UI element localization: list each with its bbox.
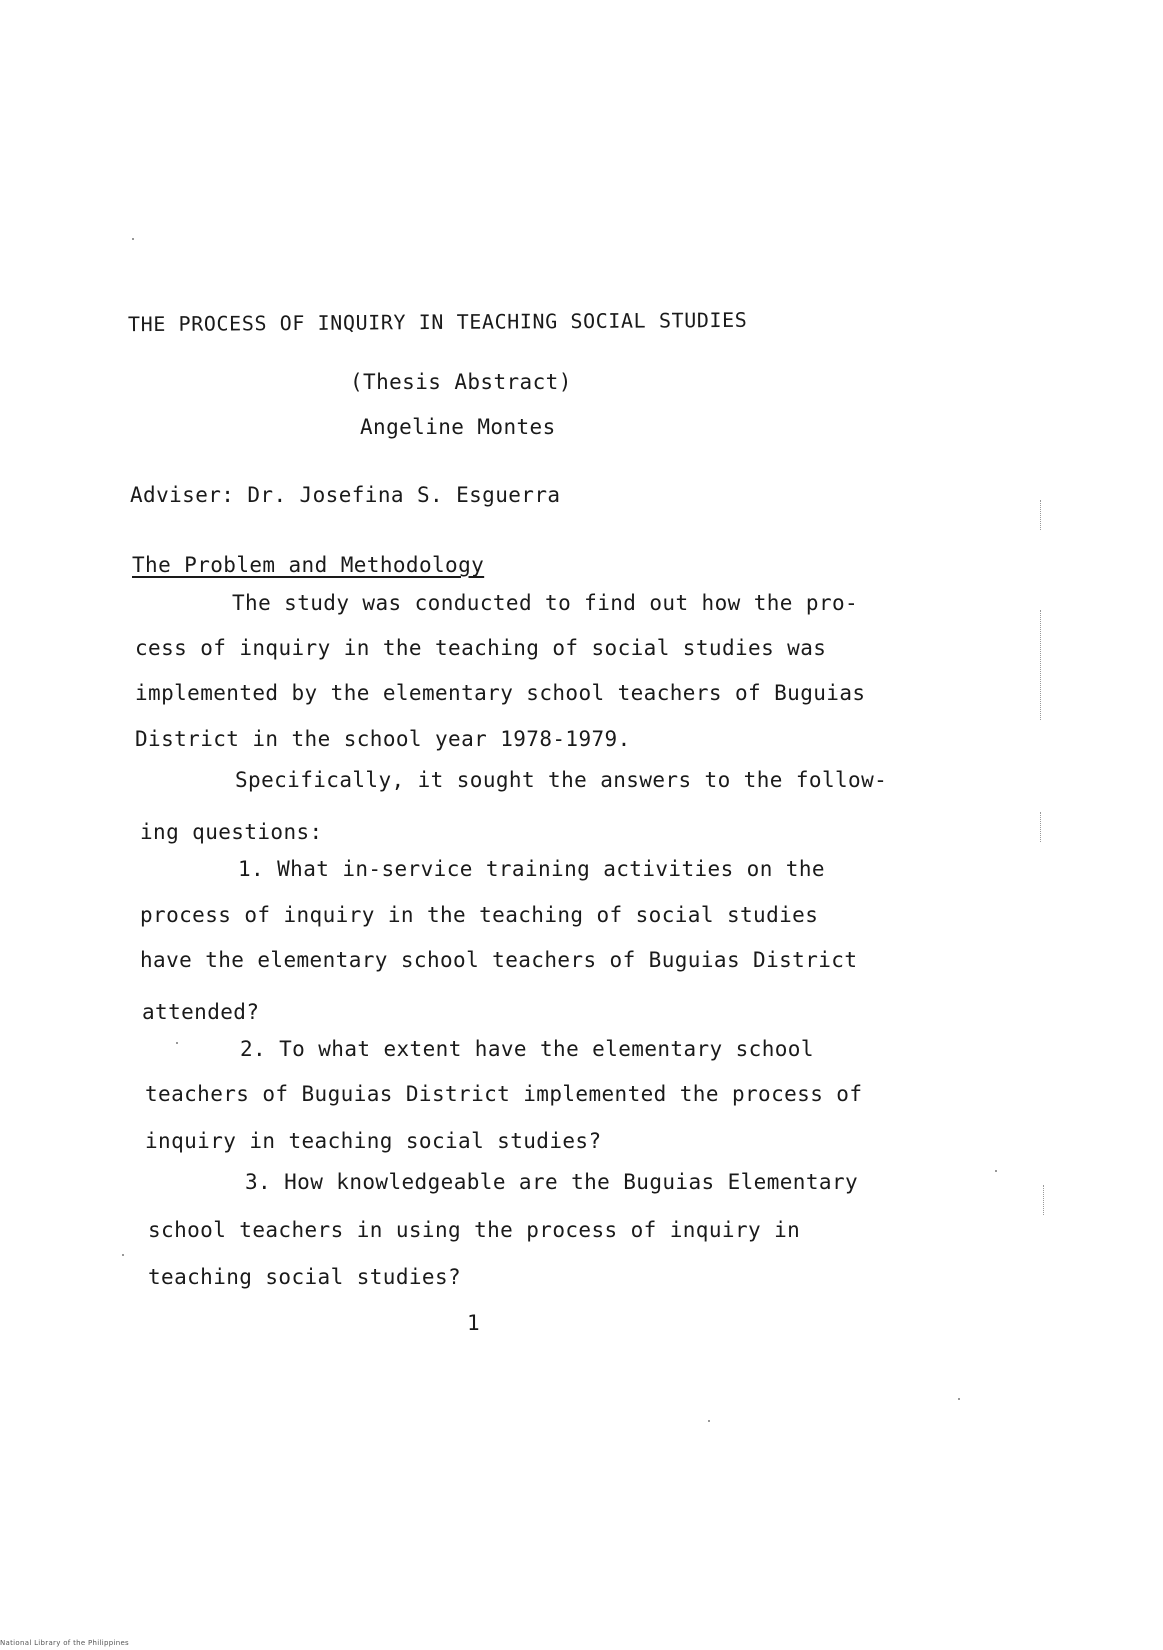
body-line: The study was conducted to find out how the pro- bbox=[232, 591, 859, 615]
question-3: 3. How knowledgeable are the Buguias Elementary bbox=[245, 1170, 859, 1194]
scan-speck bbox=[995, 1170, 997, 1172]
body-line: cess of inquiry in the teaching of social studies was bbox=[135, 636, 827, 660]
scan-speck bbox=[958, 1398, 960, 1400]
body-line: teachers of Buguias District implemented the process of bbox=[145, 1082, 863, 1106]
body-line: attended? bbox=[142, 1000, 260, 1024]
body-line: inquiry in teaching social studies? bbox=[145, 1129, 602, 1153]
page-number: 1 bbox=[467, 1311, 481, 1335]
scan-speck bbox=[132, 238, 134, 240]
body-line: school teachers in using the process of inquiry in bbox=[148, 1218, 801, 1242]
scan-margin-mark bbox=[1040, 812, 1042, 842]
body-line: ing questions: bbox=[140, 820, 323, 844]
scan-margin-mark bbox=[1040, 610, 1042, 720]
body-line: process of inquiry in the teaching of social studies bbox=[140, 903, 819, 927]
body-line: have the elementary school teachers of Buguias District bbox=[140, 948, 858, 972]
adviser-line: Adviser: Dr. Josefina S. Esguerra bbox=[130, 483, 561, 507]
scan-margin-mark bbox=[1043, 1185, 1045, 1215]
scan-margin-mark bbox=[1040, 500, 1042, 530]
body-line: District in the school year 1978-1979. bbox=[135, 727, 631, 751]
scan-footer: National Library of the Philippines bbox=[0, 1639, 129, 1647]
scan-speck bbox=[176, 1042, 178, 1044]
body-line: teaching social studies? bbox=[148, 1265, 462, 1289]
section-heading: The Problem and Methodology bbox=[132, 553, 485, 577]
question-1: 1. What in-service training activities on the bbox=[238, 857, 825, 881]
scan-speck bbox=[708, 1420, 710, 1422]
body-line: Specifically, it sought the answers to the follow- bbox=[235, 768, 888, 792]
body-line: implemented by the elementary school teachers of Buguias bbox=[135, 681, 866, 705]
question-2: 2. To what extent have the elementary school bbox=[240, 1037, 814, 1061]
author-name: Angeline Montes bbox=[360, 415, 556, 439]
document-title: THE PROCESS OF INQUIRY IN TEACHING SOCIAL STUDIES bbox=[127, 307, 748, 337]
document-subtitle: (Thesis Abstract) bbox=[350, 370, 572, 394]
scan-speck bbox=[122, 1254, 124, 1256]
